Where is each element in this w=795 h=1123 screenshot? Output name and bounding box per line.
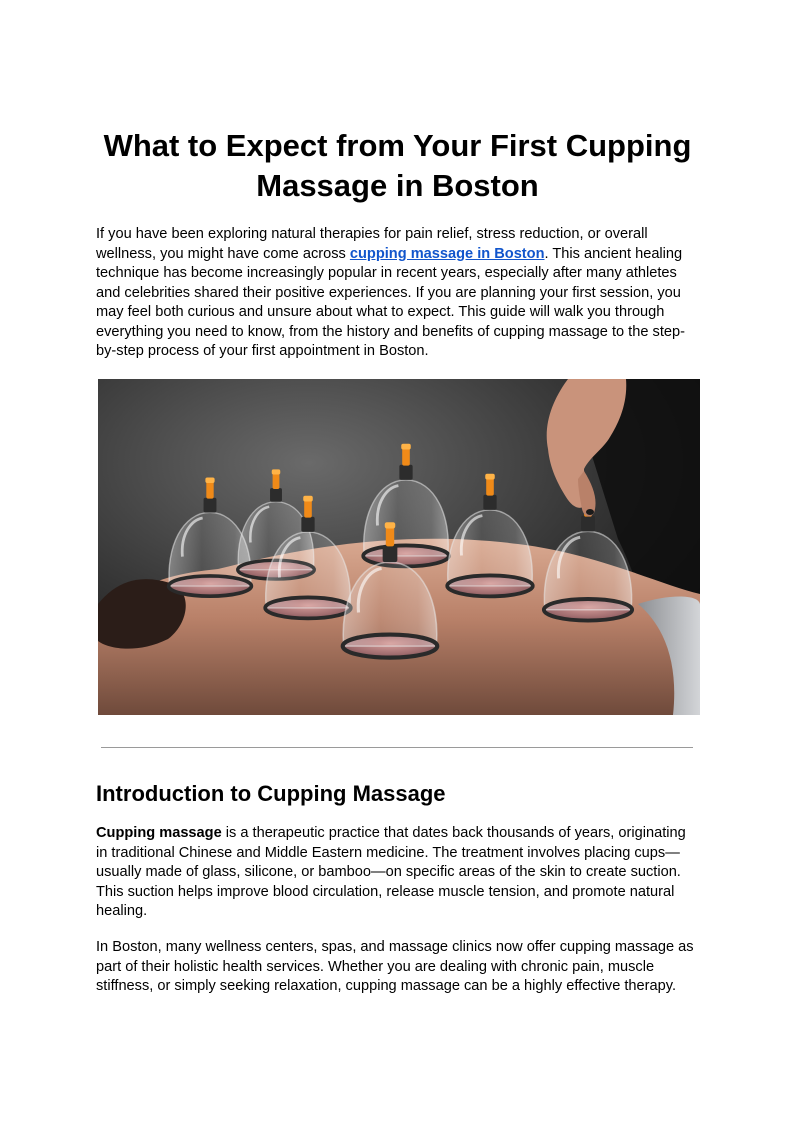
boston-paragraph: In Boston, many wellness centers, spas, and massage clinics now offer cupping massage as part of their holistic health services. Whether you are dealing with chronic pain, muscle stiffness, or simply seeking relaxation, cupping massage can be a highly effective therapy. (96, 939, 694, 994)
intro-text-before-link: If you have been exploring natural therapies for pain relief, stress reduction, or overall wellness, you might have come across (96, 226, 648, 262)
cupping-massage-boston-link[interactable]: cupping massage in Boston (349, 245, 545, 262)
intro-text-after-link: . This ancient healing technique has become increasingly popular in recent years, especially after many athletes and celebrities shared their positive experiences. If you are planning your first session, you may feel both curious and unsure about what to expect. This guide will walk you through everything you need to know, from the history and benefits of cupping massage to the step-by-step process of your first appointment in Boston. (96, 245, 685, 359)
definition-text: is a therapeutic practice that dates back thousands of years, originating in traditional Chinese and Middle Eastern medicine. The treatment involves placing cups—usually made of glass, silicone, or bamboo—on specific areas of the skin to create suction. This suction helps improve blood circulation, release muscle tension, and promote natural healing. (96, 825, 686, 919)
intro-paragraph (96, 225, 700, 362)
page-title: What to Expect from Your First Cupping Massage in Boston (103, 128, 692, 203)
horizontal-divider (101, 747, 693, 748)
definition-paragraph (96, 824, 700, 922)
bold-term: Cupping massage (96, 825, 222, 841)
section-heading: Introduction to Cupping Massage (96, 781, 446, 806)
cupping-therapy-photo (98, 379, 700, 715)
